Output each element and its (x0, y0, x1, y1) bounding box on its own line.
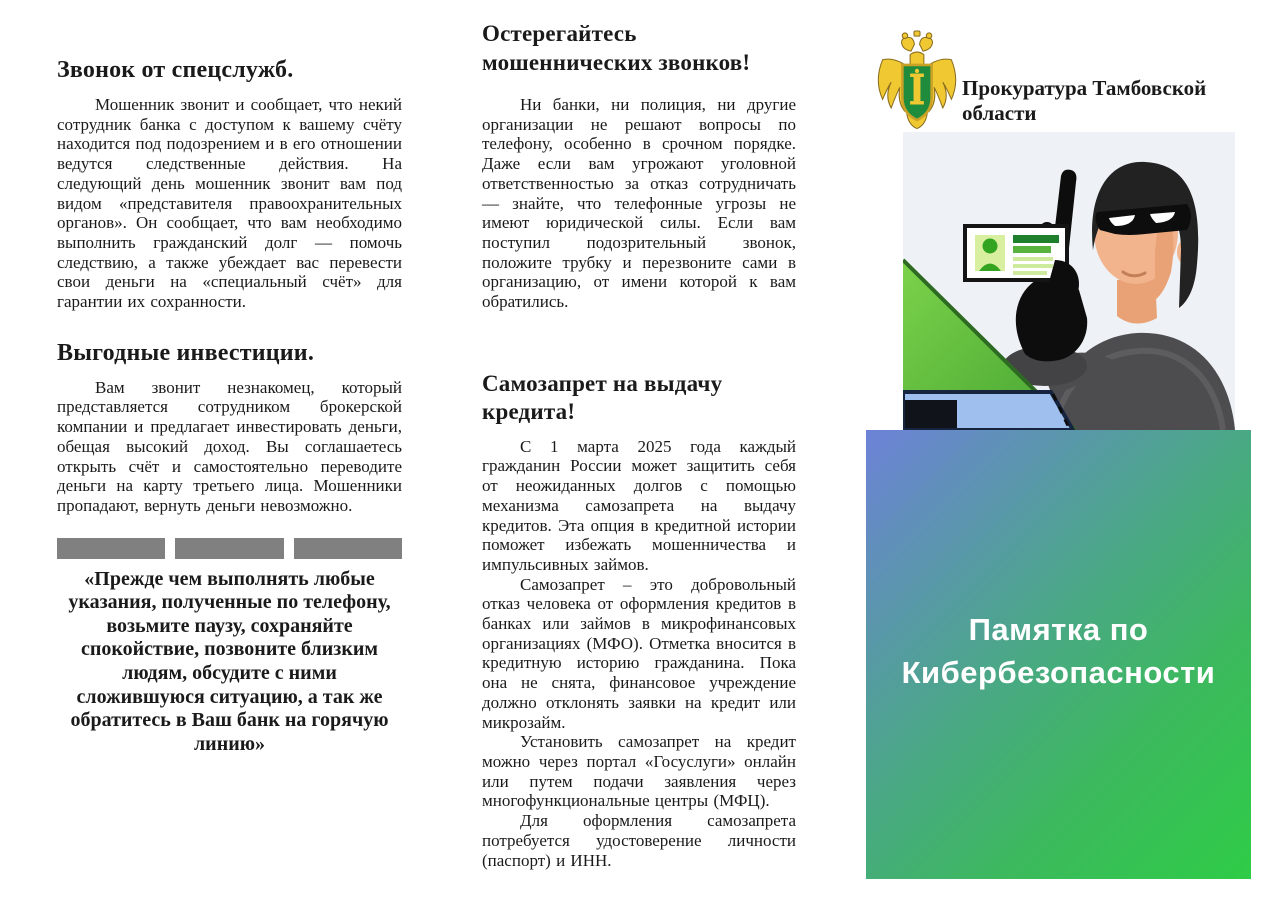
org-title: Прокуратура Тамбовской области (962, 76, 1207, 125)
samozapret-paragraph: Для оформления самозапрета потребуется удостоверение личности (паспорт) и ИНН. (482, 811, 796, 870)
samozapret-paragraph: Установить самозапрет на кредит можно через портал «Госуслуги» онлайн или путем подачи заявления через многофункциональные центры (МФЦ). (482, 732, 796, 811)
prosecutor-eagle-emblem-icon (874, 30, 960, 136)
cybersecurity-memo-card (866, 430, 1251, 879)
left-column (57, 55, 402, 756)
section-heading-specsluzhby: Звонок от спецслужб. (57, 57, 294, 83)
divider-bar (175, 538, 283, 559)
samozapret-paragraph: Самозапрет – это добровольный отказ человека от оформления кредитов в банках или займов в микрофинансовых организациях (МФО). Отметка вносится в кредитную историю гражданина. Пока она не снята, финансовое учреждение должно отклонять заявки на кредит или микрозайм. (482, 574, 796, 732)
card-title-line2: Кибербезопасности (901, 655, 1216, 690)
card-title (866, 608, 1251, 694)
section-heading-samozapret: Самозапрет на выдачу кредита! (482, 370, 723, 425)
section-body-specsluzhby: Мошенник звонит и сообщает, что некий сотрудник банка с доступом к вашему счёту находится под подозрением и в его отношении ведутся следственные действия. На следующий день мошенник звонит вам под видом «представителя правоохранительных органов». Он сообщает, что вам необходимо выполнить гражданский долг — помочь следствию, а также убеждает вас перевести свои деньги на «специальный счёт» для гарантии их сохранности. (57, 95, 402, 312)
id-card-icon (965, 226, 1067, 280)
section-body-investicii: Вам звонит незнакомец, который представляется сотрудником брокерской компании и предлагает инвестировать деньги, обещая высокий доход. Вы соглашаетесь открыть счёт и самостоятельно переводите деньги на карту третьего лица. Мошенники пропадают, вернуть деньги невозможно. (57, 377, 402, 515)
divider-bar (294, 538, 402, 559)
middle-column (482, 20, 796, 870)
masked-fraudster-illustration (903, 132, 1235, 430)
samozapret-paragraph: С 1 марта 2025 года каждый гражданин России может защитить себя от неожиданных долгов с помощью механизма самозапрета на выдачу кредитов. Эта опция в кредитной истории поможет избежать мошенничества и импульсивных займов. (482, 436, 796, 574)
advice-quote: «Прежде чем выполнять любые указания, полученные по телефону, возьмите паузу, сохраняйте спокойствие, позвоните близким людям, обсудите с ними сложившуюся ситуацию, а так же обратитесь в Ваш банк на горячую линию» (68, 567, 391, 755)
section-heading-zvonki: Остерегайтесь мошеннических звонков! (482, 21, 751, 75)
card-title-line1: Памятка по (968, 612, 1149, 647)
section-body-zvonki: Ни банки, ни полиция, ни другие организации не решают вопросы по телефону, особенно в срочном порядке. Даже если вам угрожают уголовной ответственностью за отказ сотрудничать — знайте, что телефонные угрозы не имеют юридической силы. Если вам поступил подозрительный звонок, положите трубку и перезвоните сами в организацию, от имени которой к вам обратились. (482, 95, 796, 312)
divider-bars (57, 538, 402, 559)
divider-bar (57, 538, 165, 559)
section-heading-investicii: Выгодные инвестиции. (57, 339, 315, 366)
